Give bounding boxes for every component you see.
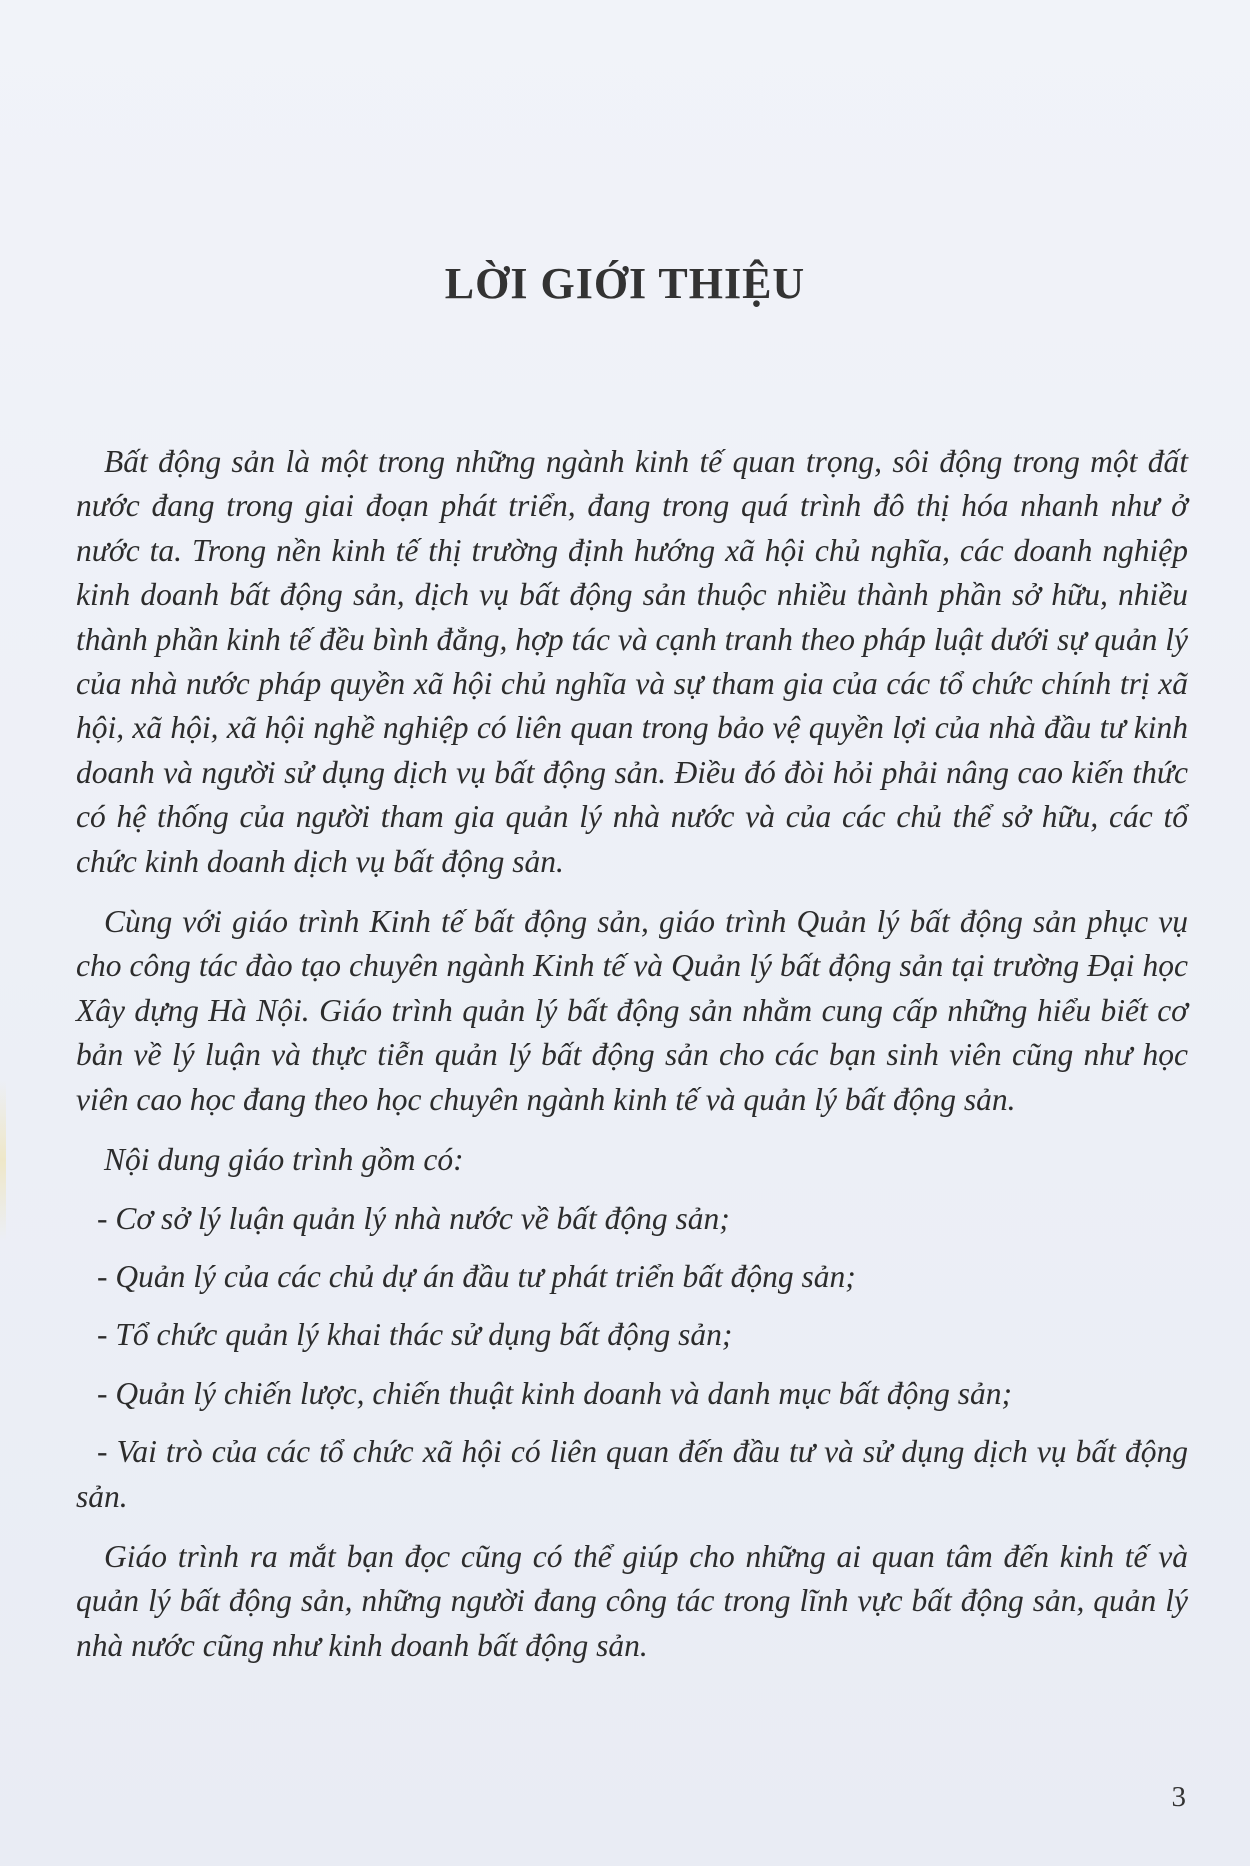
intro-paragraph-2: Cùng với giáo trình Kinh tế bất động sản, giáo trình Quản lý bất động sản phục vụ cho công tác đào tạo chuyên ngành Kinh tế và Quản lý bất động sản tại trường Đại học Xây dựng Hà Nội. Giáo trình quản lý bất động sản nhằm cung cấp những hiểu biết cơ bản về lý luận và thực tiễn quản lý bất động sản cho các bạn sinh viên cũng như học viên cao học đang theo học chuyên ngành kinh tế và quản lý bất động sản. [76,904,1188,1117]
intro-paragraph-closing: Giáo trình ra mắt bạn đọc cũng có thể giúp cho những ai quan tâm đến kinh tế và quản lý bất động sản, những người đang công tác trong lĩnh vực bất động sản, quản lý nhà nước cũng như kinh doanh bất động sản. [76,1538,1188,1663]
contents-list-item: - Quản lý chiến lược, chiến thuật kinh doanh và danh mục bất động sản; [97,1375,1012,1411]
contents-list-item: - Quản lý của các chủ dự án đầu tư phát triển bất động sản; [97,1258,856,1294]
page-title: LỜI GIỚI THIỆU [444,259,806,308]
contents-heading: Nội dung giáo trình gồm có: [104,1142,464,1178]
contents-list-item: - Tổ chức quản lý khai thác sử dụng bất động sản; [97,1317,733,1353]
page-edge-stain [0,1080,6,1240]
contents-list-item: - Vai trò của các tổ chức xã hội có liên quan đến đầu tư và sử dụng dịch vụ bất động sản. [76,1434,1188,1514]
page-number: 3 [1171,1781,1186,1813]
body-text [76,440,1188,1668]
intro-paragraph-1: Bất động sản là một trong những ngành kinh tế quan trọng, sôi động trong một đất nước đang trong giai đoạn phát triển, đang trong quá trình đô thị hóa nhanh như ở nước ta. Trong nền kinh tế thị trường định hướng xã hội chủ nghĩa, các doanh nghiệp kinh doanh bất động sản, dịch vụ bất động sản thuộc nhiều thành phần sở hữu, nhiều thành phần kinh tế đều bình đẳng, hợp tác và cạnh tranh theo pháp luật dưới sự quản lý của nhà nước pháp quyền xã hội chủ nghĩa và sự tham gia của các tổ chức chính trị xã hội, xã hội, xã hội nghề nghiệp có liên quan trong bảo vệ quyền lợi của nhà đầu tư kinh doanh và người sử dụng dịch vụ bất động sản. Điều đó đòi hỏi phải nâng cao kiến thức có hệ thống của người tham gia quản lý nhà nước và của các chủ thể sở hữu, các tổ chức kinh doanh dịch vụ bất động sản. [76,444,1188,879]
contents-list-item: - Cơ sở lý luận quản lý nhà nước về bất động sản; [97,1200,730,1236]
